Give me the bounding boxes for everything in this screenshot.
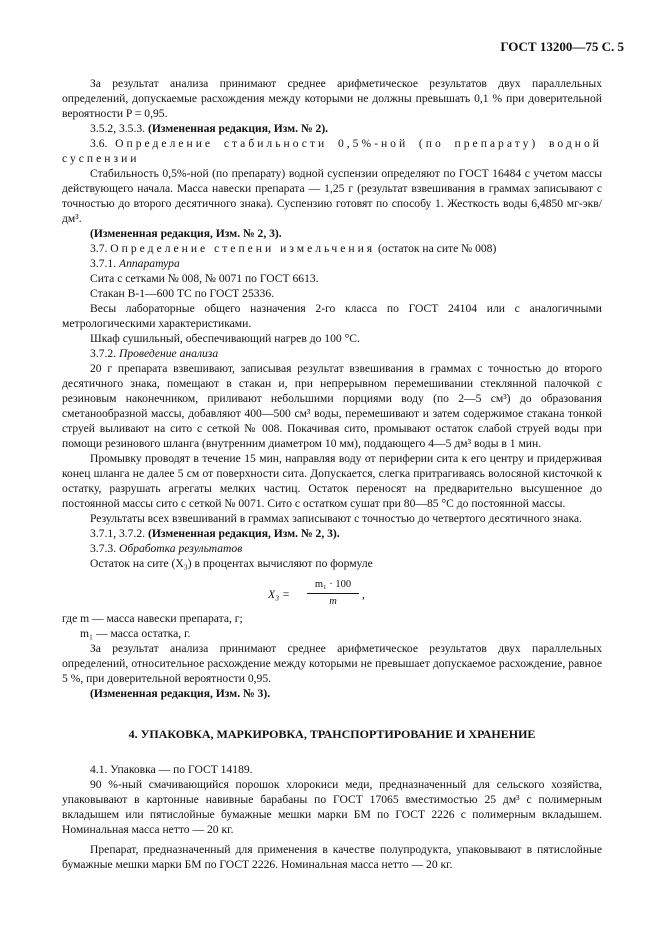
- clause-373-heading: [62, 541, 602, 556]
- document-body: [62, 76, 602, 872]
- clause-title-tail: (остаток на сите № 008): [378, 242, 497, 255]
- formula-intro: Остаток на сите (X₃) в процентах вычисляют по формуле: [90, 557, 373, 570]
- clause-title: Обработка результатов: [119, 542, 243, 555]
- procedure-paragraph-2: Промывку проводят в течение 15 мин, направляя воду от периферии сита к его центру и придерживая конец шланга не далее 5 см от поверхности сита. Допускается, слегка притрагиваясь волосяной кисточкой к остатку, разрушать агрегаты мелких частиц. Остаток переносят на предварительно высушенное до постоянной массы сито с сеткой № 0071. Сито с остатком сушат при 80—85 °С до постоянной массы.: [62, 452, 602, 510]
- formula-where-m1: m₁ — масса остатка, г.: [80, 627, 191, 640]
- formula-denominator: m: [329, 596, 337, 607]
- clause-41: 4.1. Упаковка — по ГОСТ 14189.: [90, 763, 253, 776]
- formula-numerator: m₁ · 100: [307, 577, 359, 594]
- formula-fraction: [307, 577, 359, 609]
- paragraph-result-p21: За результат анализа принимают среднее арифметическое результатов двух параллельных определений, относительное расхождение между которыми не превышает допускаемое расхождение, равное 5 %, при доверительной вероятности 0,95.: [62, 642, 602, 685]
- clause-36-heading: [62, 136, 602, 166]
- clause-title: Проведение анализа: [119, 347, 219, 360]
- amendment-note-3: (Измененная редакция, Изм. № 3).: [90, 687, 271, 700]
- formula-where-m: где m — масса навески препарата, г;: [62, 612, 243, 625]
- formula-lhs: X₃ =: [268, 588, 290, 601]
- equipment-scales: Весы лабораторные общего назначения 2-го класса по ГОСТ 24104 или с аналогичными метрологическими характеристиками.: [62, 302, 602, 330]
- clause-371-heading: [62, 256, 602, 271]
- clause-number: 3.5.2, 3.5.3.: [90, 122, 146, 135]
- clause-number: 3.7.1, 3.7.2.: [90, 527, 146, 540]
- section-4-title: 4. УПАКОВКА, МАРКИРОВКА, ТРАНСПОРТИРОВАНИЕ И ХРАНЕНИЕ: [128, 727, 536, 741]
- clause-number: 3.7.1.: [90, 257, 117, 270]
- amendment-note-2-3: (Измененная редакция, Изм. № 2, 3).: [90, 227, 282, 240]
- page-header: ГОСТ 13200—75 С. 5: [500, 39, 624, 54]
- amendment-note: (Измененная редакция, Изм. № 2, 3).: [147, 527, 340, 540]
- procedure-paragraph-1: 20 г препарата взвешивают, записывая результат взвешивания в граммах с точностью до второго десятичного знака, помещают в стакан и, при непрерывном перемешивании стеклянной палочкой с резиновым наконечником, приливают небольшими порциями воду (по 2—5 см³) до образования сметанообразной массы, добавляют 400—500 см³ воды, перемешивают и затем содержимое стакана тонкой струей выливают на сито с сеткой № 008. Покачивая сито, промывают остаток слабой струей воды при помощи резинового шланга (внутренним диаметром 10 мм), поддающего 4—5 дм³ воды в 1 мин.: [62, 362, 602, 450]
- packaging-paragraph-2: Препарат, предназначенный для применения в качестве полупродукта, упаковывают в пятислойные бумажные мешки марки БМ по ГОСТ 2226. Номинальная масса нетто — 20 кг.: [62, 843, 602, 871]
- packaging-paragraph-1: 90 %-ный смачивающийся порошок хлорокиси меди, предназначенный для сельского хозяйства, упаковывают в картонные навивные барабаны по ГОСТ 17065 вместимостью 25 дм³ с полимерным вкладышем или пятислойные бумажные мешки марки БМ по ГОСТ 2226 с полимерным вкладышем. Номинальная масса нетто — 20 кг.: [62, 778, 602, 836]
- clause-number: 3.7.3.: [90, 542, 117, 555]
- clause-number: 3.7.: [90, 242, 108, 255]
- equipment-beaker: Стакан В-1—600 ТС по ГОСТ 25336.: [90, 287, 275, 300]
- paragraph-amendment-371: [62, 526, 602, 541]
- amendment-note: (Измененная редакция, Изм. № 2).: [147, 122, 329, 135]
- equipment-sieves: Сита с сетками № 008, № 0071 по ГОСТ 6613.: [90, 272, 319, 285]
- formula-comma: ,: [362, 588, 365, 601]
- paragraph-result-p1: За результат анализа принимают среднее арифметическое результатов двух параллельных определений, допускаемые расхождения между которыми не должны превышать 0,1 % при доверительной вероятности P = 0,95.: [62, 77, 602, 120]
- paragraph-stability: Стабильность 0,5%-ной (по препарату) водной суспензии определяют по ГОСТ 16484 с учетом массы действующего начала. Масса навески препарата — 1,25 г (результат взвешивания в граммах записывают с точностью до второго десятичного знака). Суспензию готовят по способу 1. Жесткость воды 6,4850 мг-экв/дм³.: [62, 167, 602, 225]
- clause-title: Определение стабильности 0,5%-ной (по препарату) водной суспензии: [62, 137, 602, 165]
- paragraph-amendment-352: [62, 121, 602, 136]
- clause-372-heading: [62, 346, 602, 361]
- clause-title: Определение степени измельчения: [110, 242, 376, 255]
- formula: [62, 577, 602, 607]
- clause-title: Аппаратура: [119, 257, 180, 270]
- clause-37-heading: [62, 241, 602, 256]
- clause-number: 3.6.: [90, 137, 108, 150]
- clause-number: 3.7.2.: [90, 347, 117, 360]
- procedure-paragraph-3: Результаты всех взвешиваний в граммах записывают с точностью до четвертого десятичного знака.: [90, 512, 582, 525]
- equipment-oven: Шкаф сушильный, обеспечивающий нагрев до 100 °С.: [90, 332, 360, 345]
